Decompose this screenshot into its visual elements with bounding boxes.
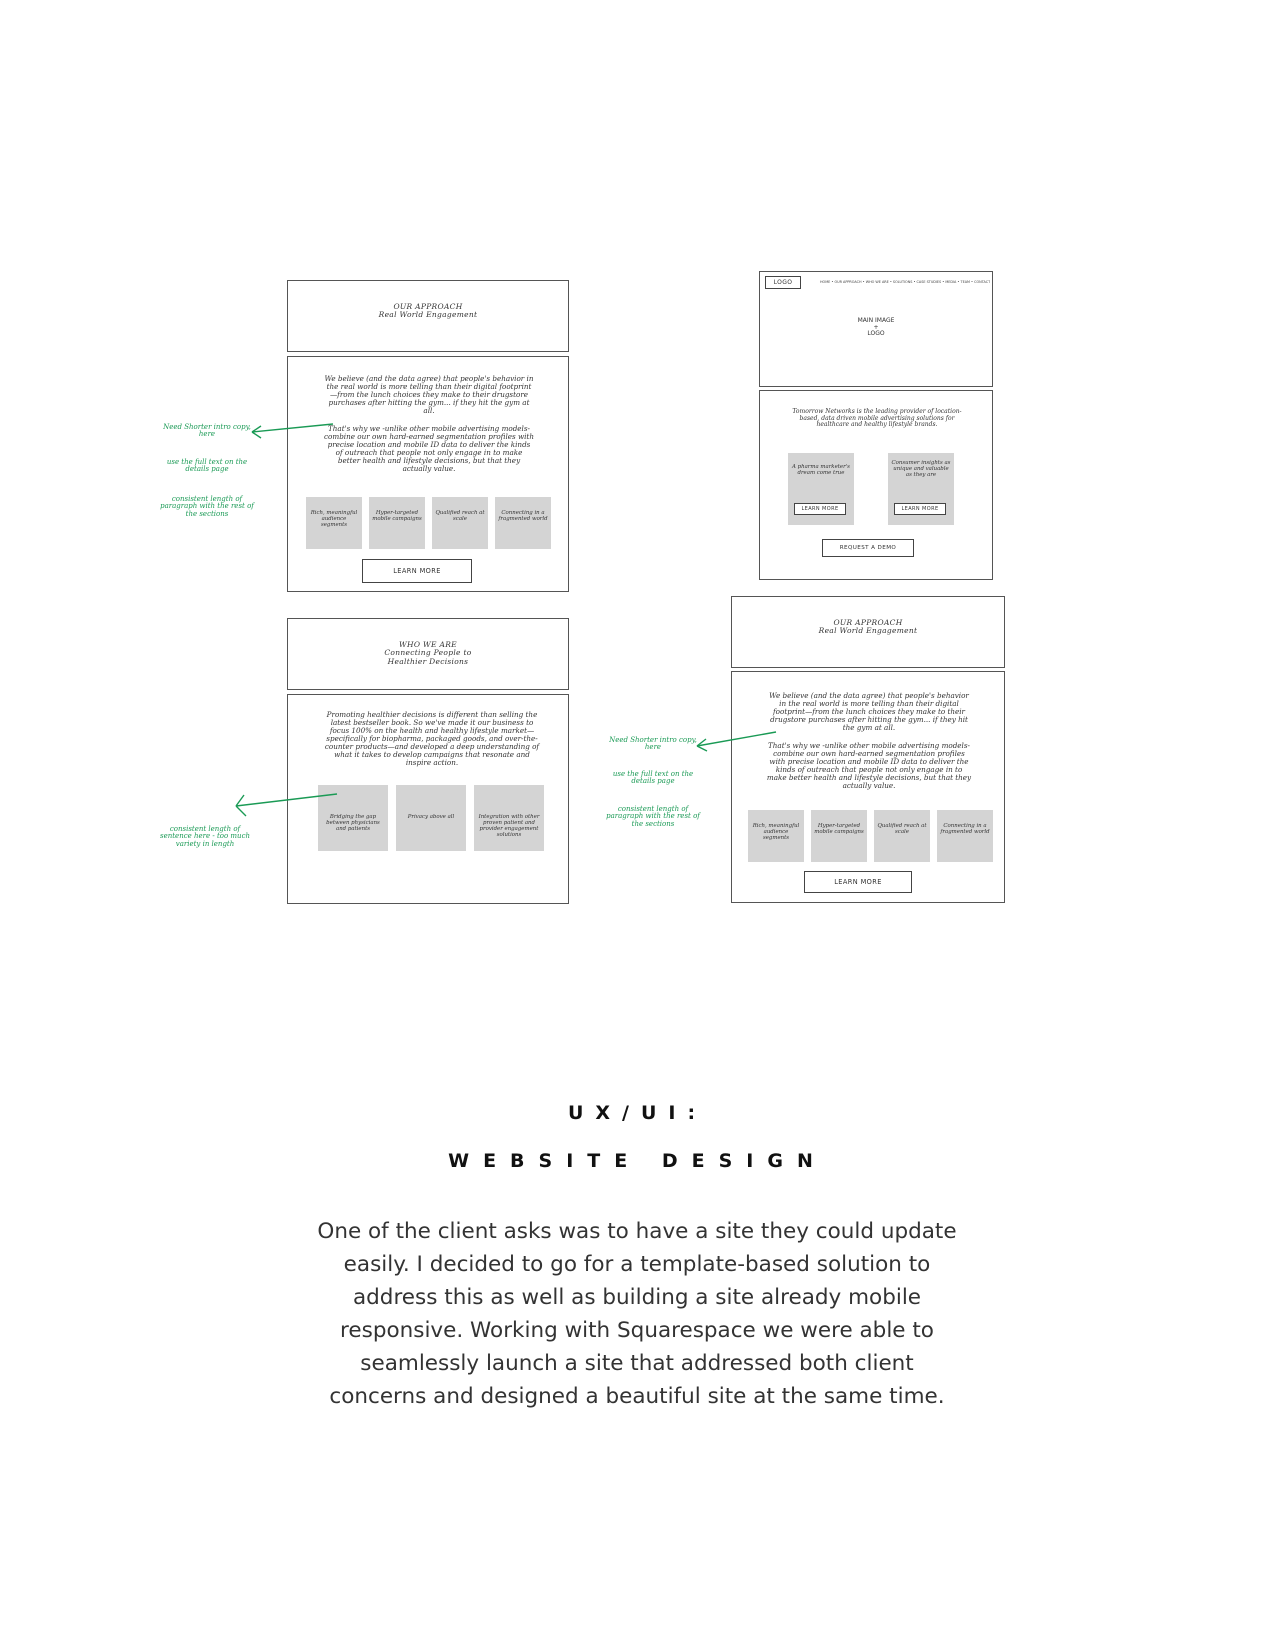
top-navigation[interactable]: HOME • OUR APPROACH • WHO WE ARE • SOLUTIONS • CASE STUDIES • MEDIA • TEAM • CONTACT (820, 280, 990, 284)
approach-tile: Qualified reach at scale (432, 497, 488, 549)
note-full-text-2: use the full text on the details page (612, 770, 694, 786)
approach-tile-2: Connecting in a fragmented world (937, 810, 993, 862)
who-tile: Integration with other proven patient and provider engagement solutions (474, 785, 544, 851)
approach-tile: Connecting in a fragmented world (495, 497, 551, 549)
approach-header-subtitle: Real World Engagement (378, 310, 478, 320)
request-demo-button[interactable]: REQUEST A DEMO (822, 539, 914, 557)
approach-tile-2: Qualified reach at scale (874, 810, 930, 862)
note-consistent-paragraph-2: consistent length of paragraph with the rest of the sections (606, 805, 700, 828)
main-image-line2: + (873, 323, 879, 331)
arrow-shorter-intro-2 (697, 732, 776, 746)
approach-paragraph-2: That's why we -unlike other mobile advertising models- combine our own hard-earned segmentation profiles with precise location and mobile ID data to deliver the kinds of outreach that people not only engage in to make better health and lifestyle decisions, but that they actually value. (324, 424, 534, 473)
card-learn-more-button[interactable]: LEARN MORE (894, 503, 946, 515)
note-shorter-intro: Need Shorter intro copy, here (163, 423, 251, 439)
who-tile: Bridging the gap between physicians and patients (318, 785, 388, 851)
approach-tile-2: Rich, meaningful audience segments (748, 810, 804, 862)
arrow-consistent-sentence (236, 794, 337, 806)
approach-paragraph-1: We believe (and the data agree) that people's behavior in the real world is more telling than their digital footprint—from the lunch choices they make to their drugstore purchases after hitting the gym... if they hit the gym at all. (324, 374, 534, 415)
approach-header-title: OUR APPROACH (393, 302, 463, 311)
who-tile: Privacy above all (396, 785, 466, 851)
section-description: One of the client asks was to have a site they could update easily. I decided to go for a template-based solution to address this as well as building a site already mobile responsive. Working with Squarespace we were able to seamlessly launch a site that addressed both client concerns and designed a beautiful site at the same time. (317, 1219, 957, 1409)
card-learn-more-button[interactable]: LEARN MORE (794, 503, 846, 515)
approach-paragraph-2-2: That's why we -unlike other mobile advertising models- combine our own hard-earned segmentation profiles with precise location and mobile ID data to deliver the kinds of outreach that people not only engage in to make better health and lifestyle decisions, but that they actually value. (766, 741, 972, 790)
approach-learn-more-button-2[interactable]: LEARN MORE (804, 871, 912, 893)
note-shorter-intro-2: Need Shorter intro copy, here (609, 736, 697, 752)
approach-learn-more-button[interactable]: LEARN MORE (362, 559, 472, 583)
approach-header-subtitle-2: Real World Engagement (818, 626, 918, 636)
who-header-title: WHO WE ARE (399, 640, 457, 649)
note-consistent-sentence: consistent length of sentence here - too much variety in length (160, 825, 250, 848)
approach-tile: Hyper-targeted mobile campaigns (369, 497, 425, 549)
home-intro: Tomorrow Networks is the leading provider of location-based, data driven mobile advertising solutions for healthcare and healthy lifestyle brands. (792, 408, 962, 429)
who-paragraph: Promoting healthier decisions is different than selling the latest bestseller book. So we've made it our business to focus 100% on the health and healthy lifestyle market—specifically for biopharma, packaged goods, and over-the-counter products—and developed a deep understanding of what it takes to develop campaigns that resonate and inspire action. (324, 710, 540, 767)
note-full-text: use the full text on the details page (166, 458, 248, 474)
main-image-line1: MAIN IMAGE (857, 317, 895, 324)
section-heading-uxui: UX/UI: (567, 1102, 708, 1124)
approach-tile-2: Hyper-targeted mobile campaigns (811, 810, 867, 862)
approach-tile: Rich, meaningful audience segments (306, 497, 362, 549)
section-heading-website-design: WEBSITE DESIGN (448, 1150, 827, 1172)
logo-placeholder[interactable]: LOGO (765, 276, 801, 289)
who-header-subtitle: Connecting People to Healthier Decisions (384, 648, 472, 666)
approach-header-title-2: OUR APPROACH (833, 618, 903, 627)
home-card: A pharma marketer's dream come true LEARN MORE (788, 453, 854, 525)
note-consistent-paragraph: consistent length of paragraph with the rest of the sections (160, 495, 254, 518)
home-card: Consumer insights as unique and valuable as they are LEARN MORE (888, 453, 954, 525)
main-image-line3: LOGO (867, 330, 885, 338)
approach-paragraph-1-2: We believe (and the data agree) that people's behavior in the real world is more telling than their digital footprint—from the lunch choices they make to their drugstore purchases after hitting the gym... if they hit the gym at all. (769, 691, 969, 732)
arrow-shorter-intro (252, 424, 333, 432)
